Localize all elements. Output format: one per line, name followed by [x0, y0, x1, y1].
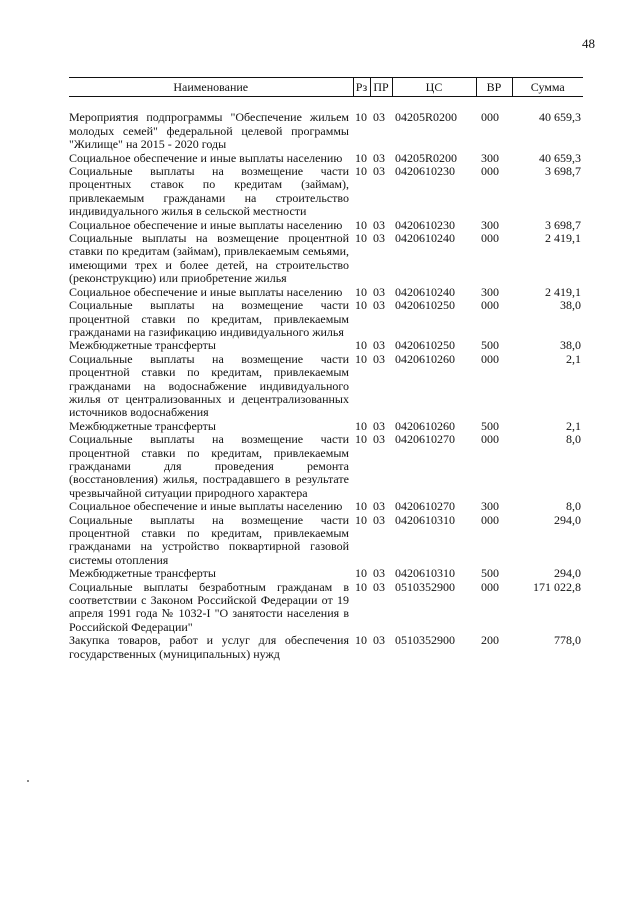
cell-pr: 03	[373, 217, 385, 232]
table-row	[69, 232, 583, 286]
table-row	[69, 500, 583, 513]
table-body	[69, 97, 583, 661]
cell-sum: 2 419,1	[545, 231, 581, 246]
cell-cs: 0420610250	[395, 298, 455, 313]
table-row	[69, 634, 583, 661]
cell-cs: 0420610270	[395, 432, 455, 447]
header-vr: ВР	[476, 78, 512, 97]
cell-pr: 03	[373, 338, 385, 353]
cell-name: Мероприятия подпрограммы "Обеспечение жильем молодых семей" федеральной целевой программы "Жилище" на 2015 - 2020 годы	[69, 110, 349, 152]
cell-cs: 04205R0200	[395, 110, 458, 125]
cell-vr: 200	[481, 633, 499, 648]
cell-vr: 300	[481, 284, 499, 299]
cell-rz: 10	[355, 418, 367, 433]
cell-rz: 10	[355, 150, 367, 165]
cell-pr: 03	[373, 231, 385, 246]
cell-sum: 3 698,7	[545, 164, 581, 179]
cell-vr: 000	[481, 579, 499, 594]
table-row	[69, 339, 583, 352]
cell-name: Социальные выплаты на возмещение части процентных ставок по кредитам (займам), привлекаемым гражданами на строительство индивидуального жилья в сельской местности	[69, 164, 349, 219]
table-row	[69, 353, 583, 420]
cell-rz: 10	[355, 432, 367, 447]
cell-rz: 10	[355, 231, 367, 246]
cell-vr: 500	[481, 566, 499, 581]
cell-name: Социальные выплаты на возмещение части процентной ставки по кредитам, привлекаемым гражданами на устройство поквартирной газовой системы отопления	[69, 512, 349, 567]
header-rz: Рз	[353, 78, 370, 97]
cell-pr: 03	[373, 418, 385, 433]
cell-rz: 10	[355, 338, 367, 353]
header-cs: ЦС	[392, 78, 476, 97]
header-name: Наименование	[69, 78, 353, 97]
cell-name: Межбюджетные трансферты	[69, 338, 216, 353]
cell-pr: 03	[373, 512, 385, 527]
cell-rz: 10	[355, 499, 367, 514]
cell-sum: 2 419,1	[545, 284, 581, 299]
cell-cs: 0420610240	[395, 231, 455, 246]
cell-pr: 03	[373, 633, 385, 648]
cell-name: Межбюджетные трансферты	[69, 566, 216, 581]
cell-rz: 10	[355, 579, 367, 594]
cell-pr: 03	[373, 566, 385, 581]
budget-table	[69, 77, 583, 661]
cell-vr: 000	[481, 512, 499, 527]
cell-name: Социальное обеспечение и иные выплаты населению	[69, 150, 343, 165]
cell-sum: 8,0	[566, 499, 581, 514]
cell-rz: 10	[355, 512, 367, 527]
scan-speck	[27, 780, 29, 782]
cell-sum: 294,0	[554, 566, 581, 581]
cell-rz: 10	[355, 284, 367, 299]
cell-sum: 294,0	[554, 512, 581, 527]
cell-cs: 04205R0200	[395, 150, 458, 165]
cell-rz: 10	[355, 566, 367, 581]
cell-pr: 03	[373, 499, 385, 514]
cell-name: Социальное обеспечение и иные выплаты населению	[69, 284, 343, 299]
table-row	[69, 433, 583, 500]
cell-vr: 500	[481, 418, 499, 433]
cell-sum: 2,1	[566, 418, 581, 433]
cell-rz: 10	[355, 633, 367, 648]
cell-pr: 03	[373, 432, 385, 447]
cell-sum: 2,1	[566, 351, 581, 366]
table-row	[69, 514, 583, 568]
cell-name: Социальное обеспечение и иные выплаты населению	[69, 217, 343, 232]
cell-vr: 000	[481, 298, 499, 313]
cell-name: Межбюджетные трансферты	[69, 418, 216, 433]
cell-sum: 778,0	[554, 633, 581, 648]
cell-cs: 0420610270	[395, 499, 455, 514]
cell-pr: 03	[373, 298, 385, 313]
cell-cs: 0420610230	[395, 217, 455, 232]
cell-vr: 000	[481, 110, 499, 125]
header-sum: Сумма	[512, 78, 583, 97]
table-row	[69, 299, 583, 339]
cell-pr: 03	[373, 110, 385, 125]
page-number: 48	[582, 36, 595, 51]
table-row	[69, 286, 583, 299]
cell-rz: 10	[355, 217, 367, 232]
cell-rz: 10	[355, 164, 367, 179]
cell-vr: 300	[481, 499, 499, 514]
cell-cs: 0420610310	[395, 566, 455, 581]
cell-cs: 0420610260	[395, 351, 455, 366]
table-header-row	[69, 78, 583, 97]
table-row	[69, 420, 583, 433]
cell-sum: 8,0	[566, 432, 581, 447]
cell-pr: 03	[373, 164, 385, 179]
cell-vr: 000	[481, 351, 499, 366]
cell-vr: 300	[481, 150, 499, 165]
cell-vr: 000	[481, 231, 499, 246]
cell-sum: 38,0	[560, 338, 581, 353]
cell-sum: 3 698,7	[545, 217, 581, 232]
cell-rz: 10	[355, 110, 367, 125]
table-row	[69, 219, 583, 232]
cell-name: Социальные выплаты на возмещение части процентной ставки по кредитам, привлекаемым гражданами для проведения ремонта (восстановления) жилья, пострадавшего в результате чрезвычайной ситуации природного характера	[69, 432, 349, 500]
table-row	[69, 581, 583, 635]
cell-name: Социальные выплаты безработным гражданам в соответствии с Законом Российской Федерации от 19 апреля 1991 года № 1032-I "О занятости населения в Российской Федерации"	[69, 579, 349, 634]
cell-cs: 0420610230	[395, 164, 455, 179]
cell-rz: 10	[355, 351, 367, 366]
table-row	[69, 111, 583, 151]
cell-vr: 000	[481, 164, 499, 179]
cell-name: Социальные выплаты на возмещение процентной ставки по кредитам (займам), привлекаемым семьями, имеющими трех и более детей, на строительство (реконструкцию) или приобретение жилья	[69, 231, 349, 286]
cell-sum: 40 659,3	[539, 150, 581, 165]
cell-name: Социальные выплаты на возмещение части процентной ставки по кредитам, привлекаемым гражданами на газификацию индивидуального жилья	[69, 298, 349, 339]
header-pr: ПР	[370, 78, 392, 97]
cell-sum: 171 022,8	[533, 579, 581, 594]
cell-name: Социальное обеспечение и иные выплаты населению	[69, 499, 343, 514]
cell-pr: 03	[373, 351, 385, 366]
table-row	[69, 567, 583, 580]
cell-sum: 38,0	[560, 298, 581, 313]
cell-vr: 500	[481, 338, 499, 353]
cell-cs: 0420610310	[395, 512, 455, 527]
header-spacer	[69, 97, 583, 112]
cell-name: Социальные выплаты на возмещение части процентной ставки по кредитам, привлекаемым гражданами на водоснабжение индивидуального жилья от централизованных и децентрализованных источников водоснабжения	[69, 351, 349, 420]
cell-cs: 0420610250	[395, 338, 455, 353]
cell-cs: 0420610240	[395, 284, 455, 299]
cell-rz: 10	[355, 298, 367, 313]
cell-vr: 000	[481, 432, 499, 447]
table-row	[69, 165, 583, 219]
cell-vr: 300	[481, 217, 499, 232]
cell-sum: 40 659,3	[539, 110, 581, 125]
cell-pr: 03	[373, 579, 385, 594]
table-row	[69, 152, 583, 165]
cell-pr: 03	[373, 284, 385, 299]
cell-cs: 0420610260	[395, 418, 455, 433]
cell-pr: 03	[373, 150, 385, 165]
cell-name: Закупка товаров, работ и услуг для обеспечения государственных (муниципальных) нужд	[69, 633, 349, 661]
cell-cs: 0510352900	[395, 579, 455, 594]
cell-cs: 0510352900	[395, 633, 455, 648]
